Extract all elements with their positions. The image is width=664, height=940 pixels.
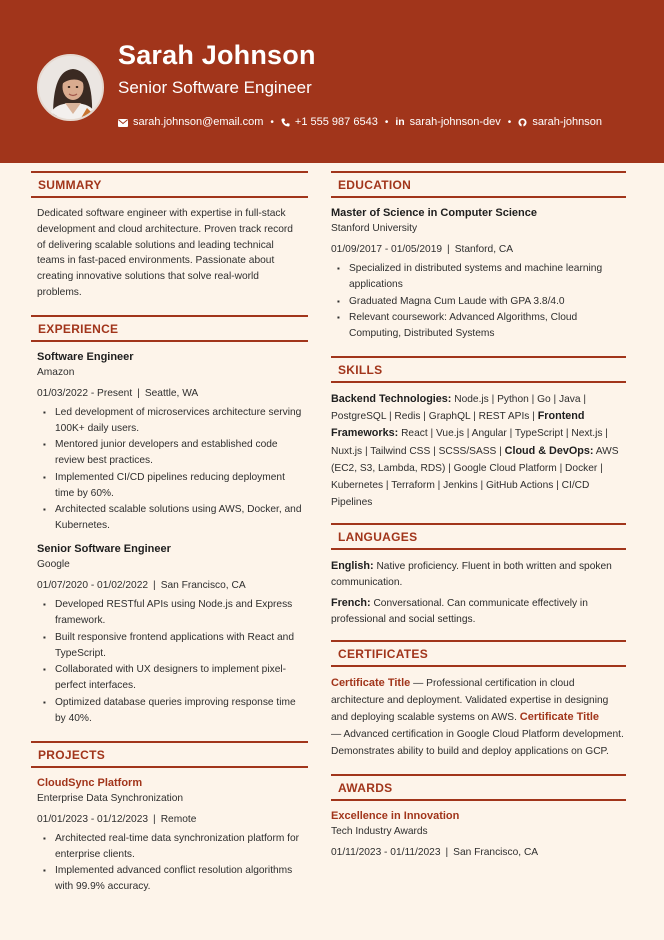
bullet-item: ▪ Optimized database queries improving response time by 40%. (43, 695, 302, 727)
github-icon (518, 118, 527, 127)
bullet-item: ▪ Collaborated with UX designers to implement pixel-perfect interfaces. (43, 662, 302, 694)
section-heading: EDUCATION (331, 171, 626, 198)
experience-entry (31, 350, 308, 535)
entry-meta: 01/03/2022 - Present | Seattle, WA (37, 387, 199, 399)
section-heading: EXPERIENCE (31, 315, 308, 342)
languages-section (331, 523, 626, 628)
separator-dot: • (507, 116, 512, 128)
linkedin-text: sarah-johnson-dev (409, 116, 501, 128)
location: Stanford, CA (454, 244, 514, 255)
certificate-title: Certificate Title (331, 677, 411, 690)
project-title: CloudSync Platform (37, 776, 143, 789)
language-item (331, 558, 626, 591)
experience-entry (31, 542, 308, 727)
summary-text: Dedicated software engineer with expertise in full-stack development and cloud architecture. Proven track record of delivering scalable solutions and leading technical teams in fast-paced environments. Passionate about creating innovative solutions that solve real-world problems. (37, 208, 293, 298)
phone-contact[interactable] (281, 116, 378, 128)
profile-photo (37, 54, 104, 121)
skill-group-items: React | Vue.js | Angular | TypeScript | Next.js | Nuxt.js | Tailwind CSS | SCSS/SASS | (331, 428, 608, 457)
person-icon (39, 56, 104, 121)
skill-group-items: AWS (EC2, S3, Lambda, RDS) | Google Cloud Platform | Docker | Kubernetes | Terraform | Jenkins | GitHub Actions | CI/CD Pipelines (331, 445, 619, 509)
bullet-item: ▪ Led development of microservices architecture serving 100K+ daily users. (43, 405, 302, 437)
bullet-item: ▪ Graduated Magna Cum Laude with GPA 3.8/4.0 (337, 294, 626, 310)
linkedin-icon: in (395, 116, 405, 128)
separator-dot: • (270, 116, 274, 128)
section-heading: SKILLS (331, 356, 626, 383)
certificate-dash: — (413, 678, 424, 690)
date-range: 01/11/2023 - 01/11/2023 (331, 847, 441, 859)
skills-text (331, 391, 626, 511)
github-text: sarah-johnson (532, 116, 603, 128)
bullet-item: ▪ Developed RESTful APIs using Node.js and Express framework. (43, 597, 302, 629)
projects-section (31, 741, 308, 896)
job-title: Software Engineer (37, 350, 134, 363)
company-name: Google (37, 559, 70, 571)
skill-group-label: Cloud & DevOps: (504, 444, 594, 457)
certificates-text (331, 675, 626, 760)
job-title: Senior Software Engineer (37, 543, 171, 556)
bullet-list (43, 597, 302, 727)
section-heading: LANGUAGES (331, 523, 626, 550)
bullet-list (43, 831, 302, 896)
bullet-item: ▪ Specialized in distributed systems and machine learning applications (337, 261, 626, 293)
date-range: 01/01/2023 - 01/12/2023 (37, 813, 149, 825)
linkedin-contact[interactable] (395, 116, 500, 128)
language-desc: Conversational. Can communicate effectively in professional and social settings. (331, 598, 588, 626)
bullet-item: ▪ Architected real-time data synchronization platform for enterprise clients. (43, 831, 302, 863)
language-name: English: (331, 560, 374, 573)
entry-meta: 01/11/2023 - 01/11/2023 | San Francisco, CA (331, 847, 539, 859)
section-heading: CERTIFICATES (331, 640, 626, 667)
location: Seattle, WA (144, 387, 199, 399)
location: San Francisco, CA (453, 847, 539, 859)
company-name: Amazon (37, 366, 75, 378)
certificates-section (331, 640, 626, 760)
location: Remote (160, 813, 197, 825)
bullet-item: ▪ Implemented advanced conflict resolution algorithms with 99.9% accuracy. (43, 863, 302, 895)
email-contact[interactable] (118, 116, 263, 128)
award-title: Excellence in Innovation (331, 810, 460, 823)
bullet-list (337, 261, 626, 342)
phone-text: +1 555 987 6543 (294, 116, 378, 128)
bullet-item: ▪ Architected scalable solutions using AWS, Docker, and Kubernetes. (43, 502, 302, 534)
certificate-desc: Professional certification in cloud architecture and deployment. Validated expertise in designing and deploying scalable systems on AWS. (331, 678, 609, 724)
education-entry (331, 206, 626, 342)
phone-icon (281, 118, 290, 127)
section-heading: SUMMARY (31, 171, 308, 198)
candidate-name: Sarah Johnson (118, 40, 316, 70)
certificate-desc: Advanced certification in Google Cloud Platform development. Demonstrates ability to build and deploy applications on GCP. (331, 729, 624, 758)
certificate-dash: — (331, 729, 342, 741)
bullet-item: ▪ Implemented CI/CD pipelines reducing deployment time by 60%. (43, 470, 302, 502)
degree: Master of Science in Computer Science (331, 207, 538, 219)
resume-header (0, 0, 664, 163)
bullet-item: ▪ Built responsive frontend applications with React and TypeScript. (43, 630, 302, 662)
date-range: 01/09/2017 - 01/05/2019 (331, 244, 443, 255)
left-column (31, 171, 308, 905)
skills-section (331, 356, 626, 511)
language-item (331, 595, 626, 628)
skill-group-label: Backend Technologies: (331, 393, 452, 405)
email-text: sarah.johnson@email.com (133, 116, 264, 128)
skill-group-items: Node.js | Python | Go | Java | PostgreSQL | Redis | GraphQL | REST APIs | (331, 394, 587, 423)
education-section (331, 171, 626, 342)
school-name: Stanford University (331, 223, 418, 234)
entry-meta: 01/01/2023 - 01/12/2023 | Remote (37, 813, 197, 825)
mail-icon (118, 119, 128, 127)
contact-bar (118, 116, 602, 128)
candidate-title: Senior Software Engineer (118, 78, 312, 97)
date-range: 01/07/2020 - 01/02/2022 (37, 580, 149, 592)
section-heading: AWARDS (331, 774, 626, 801)
right-column (331, 171, 626, 870)
skill-group-label: Frontend Frameworks: (331, 410, 585, 440)
experience-section (31, 315, 308, 727)
separator-dot: • (384, 116, 389, 128)
bullet-item: ▪ Mentored junior developers and established code review best practices. (43, 437, 302, 469)
date-range: 01/03/2022 - Present (37, 387, 133, 399)
certificate-title: Certificate Title (519, 711, 600, 724)
bullet-item: ▪ Relevant coursework: Advanced Algorithms, Cloud Computing, Distributed Systems (337, 310, 626, 342)
award-entry (331, 809, 626, 860)
project-entry (31, 776, 308, 896)
language-desc: Native proficiency. Fluent in both written and spoken communication. (331, 561, 612, 589)
awards-section (331, 774, 626, 860)
entry-meta: 01/09/2017 - 01/05/2019 | Stanford, CA (331, 244, 514, 255)
summary-section (31, 171, 308, 301)
github-contact[interactable] (518, 116, 602, 128)
award-issuer: Tech Industry Awards (331, 826, 428, 838)
project-subtitle: Enterprise Data Synchronization (37, 792, 184, 804)
language-name: French: (331, 597, 371, 610)
section-heading: PROJECTS (31, 741, 308, 768)
bullet-list (43, 405, 302, 535)
entry-meta: 01/07/2020 - 01/02/2022 | San Francisco, CA (37, 580, 246, 592)
location: San Francisco, CA (160, 580, 246, 592)
